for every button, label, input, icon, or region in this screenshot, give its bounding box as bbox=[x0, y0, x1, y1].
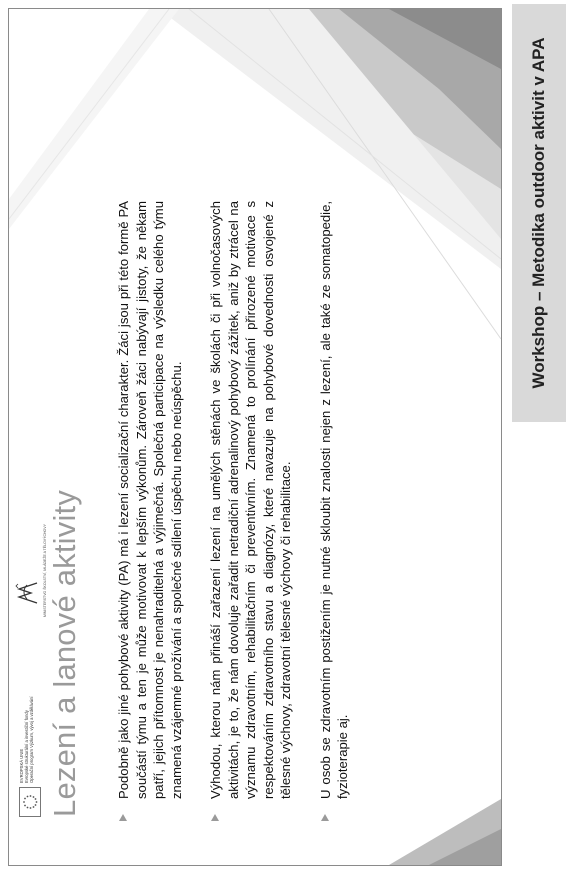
bullet-item bbox=[317, 201, 352, 821]
triangle-bullet-icon bbox=[119, 814, 127, 821]
logo-strip bbox=[15, 457, 45, 817]
triangle-bullet-icon bbox=[321, 814, 329, 821]
bullet-list bbox=[115, 201, 374, 821]
workshop-title: Workshop – Metodika outdoor aktivit v APA bbox=[529, 37, 548, 389]
workshop-sidebar bbox=[512, 4, 566, 422]
slide bbox=[8, 8, 502, 866]
triangle-bullet-icon bbox=[211, 814, 219, 821]
ministry-logo-icon bbox=[15, 577, 41, 607]
bullet-item bbox=[207, 201, 295, 821]
bullet-text: Výhodou, kterou nám přináší zařazení lezení na umělých stěnách ve školách či při volnočasových aktivitách, je to, že nám dovoluje zařadit netradiční adrenalinový pohybový zážitek, aniž by ztrácel na významu zdravotním, rehabilitačním či preventivním. Znamená to prolínání přirozené motivace s respektováním zdravotního stavu a diagnózy, které navazuje na pohybové dovednosti osvojené z tělesné výchovy, zdravotní tělesné výchovy či rehabilitace. bbox=[208, 201, 293, 799]
slide-title: Lezení a lanové aktivity bbox=[47, 489, 82, 817]
bullet-text: U osob se zdravotním postižením je nutné skloubit znalosti nejen z lezení, ale také ze somatopedie, fyzioterapie aj. bbox=[317, 201, 350, 799]
eu-flag-icon bbox=[19, 787, 41, 817]
bullet-item bbox=[115, 201, 185, 821]
eu-logo-line-3: Operační program Výzkum, vývoj a vzdělávání bbox=[29, 696, 34, 783]
eu-logo-line-2: Evropské strukturální a investiční fondy bbox=[24, 710, 29, 783]
ministry-logo-text: MINISTERSTVO ŠKOLSTVÍ, MLÁDEŽE A TĚLOVÝCHOVY bbox=[43, 524, 47, 617]
slide-content bbox=[9, 9, 501, 865]
eu-logo-line-1: EVROPSKÁ UNIE bbox=[19, 748, 24, 783]
eu-logo-text bbox=[19, 696, 34, 783]
bullet-text: Podobně jako jiné pohybové aktivity (PA) má i lezení socializační charakter. Žáci jsou při této formě PA součástí týmu a ten je může motivovat k lepším výkonům. Zároveň žáci nabývají jistoty, že někam patří, jejich přítomnost je nenahraditelná a výjimečná. Společná participace na výsledku celého týmu znamená vzájemné prožívání a společné sdílení úspěchu nebo neúspěchu. bbox=[116, 201, 184, 799]
